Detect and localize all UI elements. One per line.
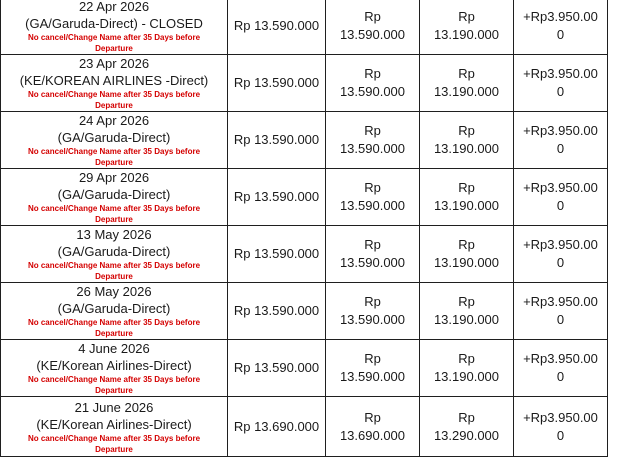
price-cell [228, 340, 326, 397]
price-currency: Rp [364, 294, 381, 309]
table-row [1, 397, 608, 457]
departure-cell [1, 169, 228, 226]
cancellation-note-departure: Departure [95, 215, 133, 224]
surcharge-cell [514, 340, 608, 397]
departure-cell [1, 283, 228, 340]
price-amount: 13.690.000 [339, 427, 406, 443]
price-cell [228, 169, 326, 226]
departure-cell [1, 112, 228, 169]
price-cell [228, 397, 326, 457]
price-currency: Rp [364, 351, 381, 366]
departure-date: 23 Apr 2026 [78, 56, 150, 71]
price-amount: 13.190.000 [433, 141, 500, 156]
price-value: Rp 13.590.000 [233, 75, 320, 90]
cancellation-note: No cancel/Change Name after 35 Days before [27, 33, 201, 42]
airline-route: (GA/Garuda-Direct) [57, 187, 171, 202]
price-cell-2 [326, 0, 420, 55]
cancellation-note-departure: Departure [95, 444, 133, 454]
surcharge-cell [514, 0, 608, 55]
surcharge-amount-tail: 0 [556, 312, 565, 327]
cancellation-note: No cancel/Change Name after 35 Days before [27, 318, 201, 327]
departure-date: 4 June 2026 [78, 341, 150, 356]
table-row [1, 226, 608, 283]
airline-route: (KE/Korean Airlines-Direct) [36, 416, 192, 432]
surcharge-cell [514, 397, 608, 457]
price-amount: 13.190.000 [433, 84, 500, 99]
cancellation-note-departure: Departure [95, 386, 133, 395]
cancellation-note: No cancel/Change Name after 35 Days before [27, 261, 201, 270]
surcharge-amount: +Rp3.950.00 [523, 123, 598, 138]
airline-route: (KE/KOREAN AIRLINES -Direct) [19, 73, 209, 88]
price-cell-2 [326, 340, 420, 397]
price-cell-2 [326, 226, 420, 283]
departure-date: 29 Apr 2026 [78, 170, 150, 185]
surcharge-cell [514, 226, 608, 283]
departure-cell [1, 55, 228, 112]
price-cell-3 [420, 340, 514, 397]
price-amount: 13.590.000 [339, 312, 406, 327]
price-cell-3 [420, 226, 514, 283]
departure-date: 26 May 2026 [76, 284, 152, 299]
cancellation-note-departure: Departure [95, 329, 133, 338]
cancellation-note: No cancel/Change Name after 35 Days before [27, 375, 201, 384]
surcharge-amount-tail: 0 [556, 427, 565, 443]
surcharge-cell [514, 169, 608, 226]
price-value: Rp 13.590.000 [233, 246, 320, 261]
price-cell-2 [326, 55, 420, 112]
surcharge-cell [514, 283, 608, 340]
price-currency: Rp [458, 66, 475, 81]
price-cell-2 [326, 283, 420, 340]
price-currency: Rp [458, 351, 475, 366]
price-amount: 13.590.000 [339, 141, 406, 156]
price-amount: 13.190.000 [433, 369, 500, 384]
cancellation-note: No cancel/Change Name after 35 Days before [27, 204, 201, 213]
price-currency: Rp [458, 237, 475, 252]
surcharge-amount: +Rp3.950.00 [523, 180, 598, 195]
departure-cell [1, 397, 228, 457]
surcharge-amount-tail: 0 [556, 84, 565, 99]
surcharge-amount-tail: 0 [556, 255, 565, 270]
table-row [1, 169, 608, 226]
table-row [1, 112, 608, 169]
price-value: Rp 13.590.000 [233, 360, 320, 375]
price-cell-3 [420, 397, 514, 457]
price-amount: 13.590.000 [339, 198, 406, 213]
airline-route: (GA/Garuda-Direct) - CLOSED [25, 16, 203, 31]
price-cell [228, 226, 326, 283]
departure-cell [1, 0, 228, 55]
table-row [1, 283, 608, 340]
price-currency: Rp [458, 409, 475, 425]
price-value: Rp 13.690.000 [233, 418, 320, 434]
cancellation-note: No cancel/Change Name after 35 Days before [27, 433, 201, 443]
price-value: Rp 13.590.000 [233, 18, 320, 33]
table-row [1, 0, 608, 55]
surcharge-amount: +Rp3.950.00 [523, 351, 598, 366]
table-body [1, 0, 608, 457]
price-amount: 13.590.000 [339, 369, 406, 384]
price-cell-3 [420, 283, 514, 340]
surcharge-amount: +Rp3.950.00 [523, 9, 598, 24]
price-amount: 13.590.000 [339, 27, 406, 42]
price-currency: Rp [364, 237, 381, 252]
surcharge-amount-tail: 0 [556, 198, 565, 213]
departure-cell [1, 340, 228, 397]
price-amount: 13.290.000 [433, 427, 500, 443]
price-currency: Rp [458, 123, 475, 138]
price-amount: 13.590.000 [339, 84, 406, 99]
surcharge-amount-tail: 0 [556, 141, 565, 156]
price-cell [228, 112, 326, 169]
price-currency: Rp [364, 123, 381, 138]
price-cell-2 [326, 169, 420, 226]
departure-cell [1, 226, 228, 283]
price-value: Rp 13.590.000 [233, 189, 320, 204]
table-row [1, 55, 608, 112]
cancellation-note-departure: Departure [95, 44, 133, 53]
cancellation-note-departure: Departure [95, 101, 133, 110]
price-currency: Rp [458, 294, 475, 309]
airline-route: (GA/Garuda-Direct) [57, 244, 171, 259]
cancellation-note-departure: Departure [95, 158, 133, 167]
departure-date: 21 June 2026 [74, 399, 154, 415]
price-cell [228, 283, 326, 340]
price-cell-3 [420, 0, 514, 55]
price-currency: Rp [458, 9, 475, 24]
price-currency: Rp [458, 180, 475, 195]
price-amount: 13.190.000 [433, 312, 500, 327]
cancellation-note-departure: Departure [95, 272, 133, 281]
surcharge-amount: +Rp3.950.00 [523, 237, 598, 252]
departure-date: 24 Apr 2026 [78, 113, 150, 128]
surcharge-amount-tail: 0 [556, 27, 565, 42]
price-currency: Rp [364, 66, 381, 81]
airline-route: (GA/Garuda-Direct) [57, 301, 171, 316]
price-cell [228, 55, 326, 112]
price-cell [228, 0, 326, 55]
table-row [1, 340, 608, 397]
price-amount: 13.190.000 [433, 255, 500, 270]
surcharge-amount-tail: 0 [556, 369, 565, 384]
price-value: Rp 13.590.000 [233, 303, 320, 318]
airline-route: (GA/Garuda-Direct) [57, 130, 171, 145]
price-cell-3 [420, 55, 514, 112]
price-cell-2 [326, 112, 420, 169]
price-value: Rp 13.590.000 [233, 132, 320, 147]
price-currency: Rp [364, 180, 381, 195]
price-amount: 13.190.000 [433, 27, 500, 42]
price-amount: 13.590.000 [339, 255, 406, 270]
price-cell-3 [420, 112, 514, 169]
surcharge-amount: +Rp3.950.00 [523, 66, 598, 81]
price-cell-3 [420, 169, 514, 226]
price-currency: Rp [364, 409, 381, 425]
departure-date: 13 May 2026 [76, 227, 152, 242]
surcharge-amount: +Rp3.950.00 [523, 294, 598, 309]
price-currency: Rp [364, 9, 381, 24]
price-amount: 13.190.000 [433, 198, 500, 213]
cancellation-note: No cancel/Change Name after 35 Days before [27, 90, 201, 99]
surcharge-cell [514, 112, 608, 169]
surcharge-cell [514, 55, 608, 112]
departure-date: 22 Apr 2026 [78, 0, 150, 14]
cancellation-note: No cancel/Change Name after 35 Days before [27, 147, 201, 156]
price-cell-2 [326, 397, 420, 457]
surcharge-amount: +Rp3.950.00 [523, 409, 598, 425]
airline-route: (KE/Korean Airlines-Direct) [36, 358, 192, 373]
